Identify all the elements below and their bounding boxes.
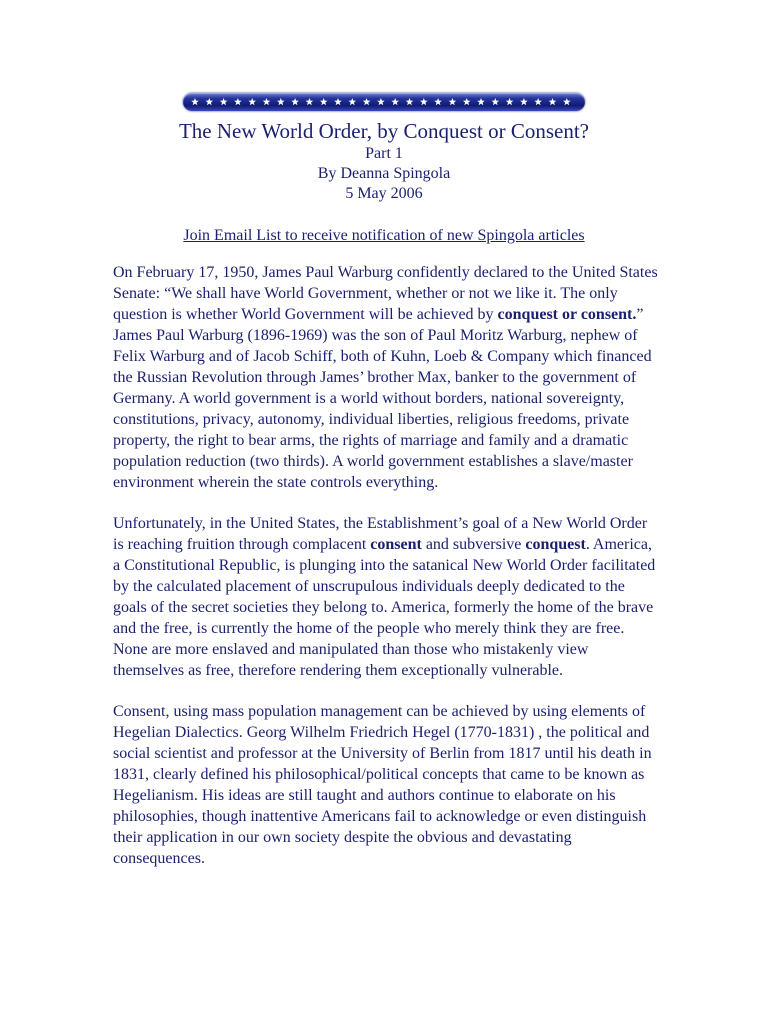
article-date: 5 May 2006 (345, 185, 423, 202)
star-icon (248, 98, 256, 105)
star-icon (306, 98, 314, 105)
paragraph-1-bold: conquest or consent. (497, 306, 637, 323)
star-icon (277, 98, 285, 105)
paragraph-2-text-a: Unfortunately, in the United States, the Establishment’s goal of a New World Order is reaching fruition through complacent (113, 515, 648, 553)
paragraph-3-text-a: Consent, using mass population management can be achieved by using elements of Hegelian Dialectics. Georg Wilhelm Friedrich Hegel (1770-1831) , the political and social scientist and professor at the University of Berlin from 1817 until his death in 1831, clearly defined his philosophical/political concepts that came to be known as Hegelianism. His ideas are still taught and authors continue to elaborate on his philosophies, though inattentive Americans fail to acknowledge or even distinguish their application in our own society despite the obvious and devastating consequences. (113, 703, 652, 867)
star-icon (191, 98, 199, 105)
paragraph-2-text-c: . America, a Constitutional Republic, is plunging into the satanical New World Order facilitated by the calculated placement of unscrupulous individuals deeply dedicated to the goals of the secret societies they belong to. America, formerly the home of the brave and the free, is currently the home of the people who merely think they are free. None are more enslaved and manipulated than those who mistakenly view themselves as free, therefore rendering them exceptionally vulnerable. (113, 536, 656, 679)
paragraph-2-bold-consent: consent (370, 536, 422, 553)
star-icon (492, 98, 500, 105)
star-icon (334, 98, 342, 105)
star-icon (549, 98, 557, 105)
star-icon (563, 98, 571, 105)
star-icon (520, 98, 528, 105)
article-part: Part 1 (365, 145, 403, 162)
star-icon (263, 98, 271, 105)
star-icon (434, 98, 442, 105)
paragraph-1-text-b: ” James Paul Warburg (1896-1969) was the son of Paul Moritz Warburg, nephew of Felix Warburg and of Jacob Schiff, both of Kuhn, Loeb & Company which financed the Russian Revolution through James’ brother Max, banker to the government of Germany. A world government is a world without borders, national sovereignty, constitutions, privacy, autonomy, individual liberties, religious freedoms, private property, the right to bear arms, the rights of marriage and family and a dramatic population reduction (two thirds). A world government establishes a slave/master environment wherein the state controls everything. (113, 306, 652, 491)
star-icon (391, 98, 399, 105)
star-icon (406, 98, 414, 105)
article-header (0, 118, 768, 204)
star-icon (534, 98, 542, 105)
paragraph-2-bold-conquest: conquest (525, 536, 586, 553)
star-icon (363, 98, 371, 105)
star-banner-icon (183, 93, 585, 111)
email-signup-link[interactable]: Join Email List to receive notification of new Spingola articles (183, 227, 585, 244)
star-icon (420, 98, 428, 105)
star-icon (506, 98, 514, 105)
star-icon (349, 98, 357, 105)
star-icon (320, 98, 328, 105)
star-icon (449, 98, 457, 105)
article-title: The New World Order, by Conquest or Consent? (178, 119, 589, 143)
star-row-graphic (183, 93, 585, 111)
star-icon (477, 98, 485, 105)
article-byline: By Deanna Spingola (317, 165, 451, 182)
article-body (113, 262, 658, 889)
email-signup-row (0, 226, 768, 246)
paragraph-1-text-a: On February 17, 1950, James Paul Warburg confidently declared to the United States Senate: “We shall have World Government, whether or not we like it. The only question is whether World Government will be achieved by (113, 264, 658, 323)
star-icon (206, 98, 214, 105)
star-icon (291, 98, 299, 105)
paragraph-2-text-b: and subversive (421, 536, 526, 553)
paragraph-1 (113, 262, 658, 493)
star-icon (463, 98, 471, 105)
star-icon (377, 98, 385, 105)
paragraph-3 (113, 701, 658, 869)
paragraph-2 (113, 513, 658, 681)
star-icon (220, 98, 228, 105)
star-icon (234, 98, 242, 105)
